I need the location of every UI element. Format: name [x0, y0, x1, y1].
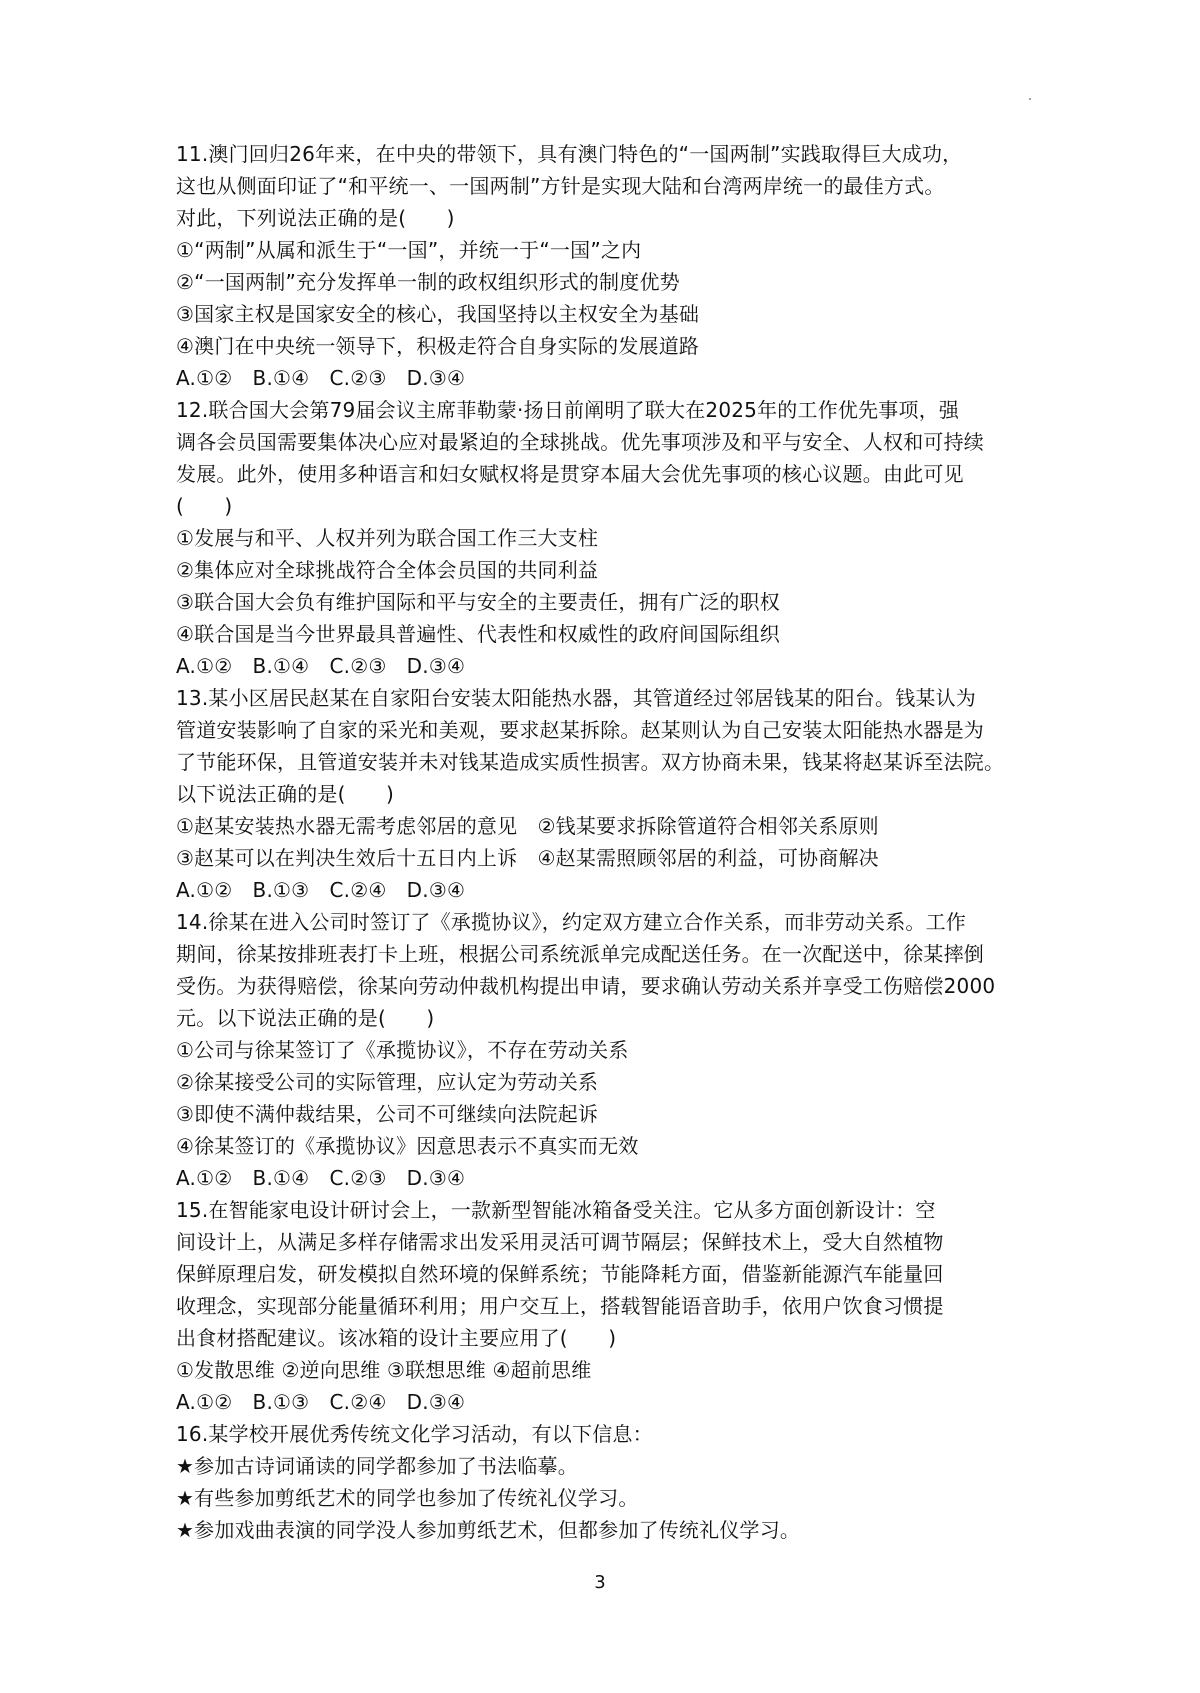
- question-16-info-1: ★参加古诗词诵读的同学都参加了书法临摹。: [176, 1454, 578, 1478]
- question-13-line-4: 以下说法正确的是( ): [176, 782, 395, 806]
- question-11-choices: A.①② B.①④ C.②③ D.③④: [176, 366, 466, 390]
- question-12-line-3: 发展。此外，使用多种语言和妇女赋权将是贯穿本届大会优先事项的核心议题。由此可见: [176, 462, 964, 486]
- question-11-option-1: ①“两制”从属和派生于“一国”，并统一于“一国”之内: [176, 238, 642, 262]
- question-16-info-2: ★有些参加剪纸艺术的同学也参加了传统礼仪学习。: [176, 1486, 639, 1510]
- question-13-line-2: 管道安装影响了自家的采光和美观，要求赵某拆除。赵某则认为自己安装太阳能热水器是为: [176, 718, 984, 742]
- question-14-line-2: 期间，徐某按排班表打卡上班，根据公司系统派单完成配送任务。在一次配送中，徐某摔倒: [176, 942, 984, 966]
- question-12: [176, 394, 1056, 682]
- question-15-options: ①发散思维 ②逆向思维 ③联想思维 ④超前思维: [176, 1358, 592, 1382]
- question-15-choices: A.①② B.①③ C.②④ D.③④: [176, 1390, 466, 1414]
- question-13-choices: A.①② B.①③ C.②④ D.③④: [176, 878, 466, 902]
- question-12-line-4: ( ): [176, 494, 233, 518]
- question-12-line-1: 12.联合国大会第79届会议主席菲勒蒙·扬日前阐明了联大在2025年的工作优先事项，强: [176, 398, 960, 422]
- question-12-option-1: ①发展与和平、人权并列为联合国工作三大支柱: [176, 526, 599, 550]
- question-14: [176, 906, 1056, 1194]
- question-11-line-2: 这也从侧面印证了“和平统一、一国两制”方针是实现大陆和台湾两岸统一的最佳方式。: [176, 174, 945, 198]
- question-16-line-1: 16.某学校开展优秀传统文化学习活动，有以下信息：: [176, 1422, 653, 1446]
- question-15-line-1: 15.在智能家电设计研讨会上，一款新型智能冰箱备受关注。它从多方面创新设计：空: [176, 1198, 936, 1222]
- question-11-line-3: 对此，下列说法正确的是( ): [176, 206, 455, 230]
- question-13-options-3-4: ③赵某可以在判决生效后十五日内上诉 ④赵某需照顾邻居的利益，可协商解决: [176, 846, 879, 870]
- question-16-info-3: ★参加戏曲表演的同学没人参加剪纸艺术，但都参加了传统礼仪学习。: [176, 1518, 801, 1542]
- question-14-option-2: ②徐某接受公司的实际管理，应认定为劳动关系: [176, 1070, 599, 1094]
- question-13-options-1-2: ①赵某安装热水器无需考虑邻居的意见 ②钱某要求拆除管道符合相邻关系原则: [176, 814, 879, 838]
- question-15-line-3: 保鲜原理启发，研发模拟自然环境的保鲜系统；节能降耗方面，借鉴新能源汽车能量回: [176, 1262, 944, 1286]
- question-11: [176, 138, 1056, 394]
- question-14-choices: A.①② B.①④ C.②③ D.③④: [176, 1166, 466, 1190]
- question-15-line-5: 出食材搭配建议。该冰箱的设计主要应用了( ): [176, 1326, 617, 1350]
- question-15: [176, 1194, 1056, 1418]
- question-13-line-1: 13.某小区居民赵某在自家阳台安装太阳能热水器，其管道经过邻居钱某的阳台。钱某认为: [176, 686, 977, 710]
- question-13: [176, 682, 1056, 906]
- question-11-option-2: ②“一国两制”充分发挥单一制的政权组织形式的制度优势: [176, 270, 680, 294]
- question-12-option-4: ④联合国是当今世界最具普遍性、代表性和权威性的政府间国际组织: [176, 622, 780, 646]
- question-14-line-1: 14.徐某在进入公司时签订了《承揽协议》，约定双方建立合作关系，而非劳动关系。工作: [176, 910, 967, 934]
- document-body: [176, 138, 1056, 1546]
- page-number: 3: [594, 1572, 606, 1593]
- question-11-option-3: ③国家主权是国家安全的核心，我国坚持以主权安全为基础: [176, 302, 700, 326]
- question-12-choices: A.①② B.①④ C.②③ D.③④: [176, 654, 466, 678]
- question-14-line-4: 元。以下说法正确的是( ): [176, 1006, 435, 1030]
- question-14-option-3: ③即使不满仲裁结果，公司不可继续向法院起诉: [176, 1102, 599, 1126]
- question-12-option-2: ②集体应对全球挑战符合全体会员国的共同利益: [176, 558, 599, 582]
- question-14-line-3: 受伤。为获得赔偿，徐某向劳动仲裁机构提出申请，要求确认劳动关系并享受工伤赔偿2000: [176, 974, 996, 998]
- question-15-line-2: 间设计上，从满足多样存储需求出发采用灵活可调节隔层；保鲜技术上，受大自然植物: [176, 1230, 944, 1254]
- question-12-line-2: 调各会员国需要集体决心应对最紧迫的全球挑战。优先事项涉及和平与安全、人权和可持续: [176, 430, 984, 454]
- question-12-option-3: ③联合国大会负有维护国际和平与安全的主要责任，拥有广泛的职权: [176, 590, 780, 614]
- question-16: [176, 1418, 1056, 1546]
- question-13-line-3: 了节能环保，且管道安装并未对钱某造成实质性损害。双方协商未果，钱某将赵某诉至法院。: [176, 750, 1005, 774]
- question-15-line-4: 收理念，实现部分能量循环利用；用户交互上，搭载智能语音助手，依用户饮食习惯提: [176, 1294, 944, 1318]
- question-14-option-1: ①公司与徐某签订了《承揽协议》，不存在劳动关系: [176, 1038, 629, 1062]
- question-14-option-4: ④徐某签订的《承揽协议》因意思表示不真实而无效: [176, 1134, 639, 1158]
- question-11-option-4: ④澳门在中央统一领导下，积极走符合自身实际的发展道路: [176, 334, 700, 358]
- scan-speck: [1029, 98, 1031, 100]
- question-11-line-1: 11.澳门回归26年来，在中央的带领下，具有澳门特色的“一国两制”实践取得巨大成功，: [176, 142, 963, 166]
